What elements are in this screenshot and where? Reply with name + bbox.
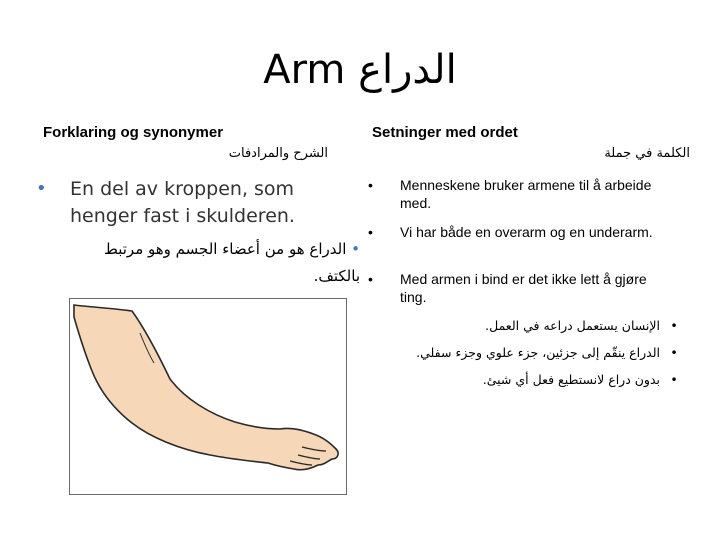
definition-arabic-block: [70, 236, 360, 290]
sentence-text: Vi har både en overarm og en underarm.: [400, 224, 653, 240]
arabic-sentence-text: بدون دراع لانستطيع فعل أي شيئ.: [482, 372, 660, 387]
bullet-icon: •: [670, 345, 678, 360]
explanation-heading: Forklaring og synonymer: [43, 124, 224, 141]
definition-norwegian: En del av kroppen, som henger fast i skulderen.: [70, 178, 295, 227]
bullet-icon: •: [368, 224, 373, 240]
arm-shape: [74, 305, 338, 470]
sentences-heading-arabic: الكلمة في جملة: [604, 146, 690, 161]
bullet-icon: •: [346, 240, 360, 258]
arabic-sentence-item: [370, 370, 688, 390]
sentence-text: Med armen i bind er det ikke lett å gjøre ting.: [400, 271, 647, 305]
arm-image-frame: [69, 298, 347, 495]
bullet-icon: •: [368, 271, 373, 287]
bullet-icon: •: [368, 177, 373, 193]
arabic-sentence-item: [370, 316, 688, 336]
arabic-sentence-text: الدراع ينقّم إلى جزئين، جزء علوي وجزء سفلي.: [416, 345, 660, 360]
page-title: Arm الدراع: [263, 47, 457, 93]
bullet-icon: •: [670, 372, 678, 387]
definition-arabic: الدراع هو من أعضاء الجسم وهو مرتبط بالكتف.: [103, 240, 360, 285]
bullet-icon: •: [670, 318, 678, 333]
arabic-sentence-item: [370, 343, 688, 363]
arabic-sentence-text: الإنسان يستعمل دراعه في العمل.: [485, 318, 660, 333]
sentences-heading: Setninger med ordet: [372, 124, 518, 141]
explanation-heading-arabic: الشرح والمرادفات: [228, 146, 328, 161]
sentence-text: Menneskene bruker armene til å arbeide med.: [400, 177, 652, 211]
bullet-icon: •: [36, 178, 47, 199]
arm-illustration: [70, 299, 346, 494]
